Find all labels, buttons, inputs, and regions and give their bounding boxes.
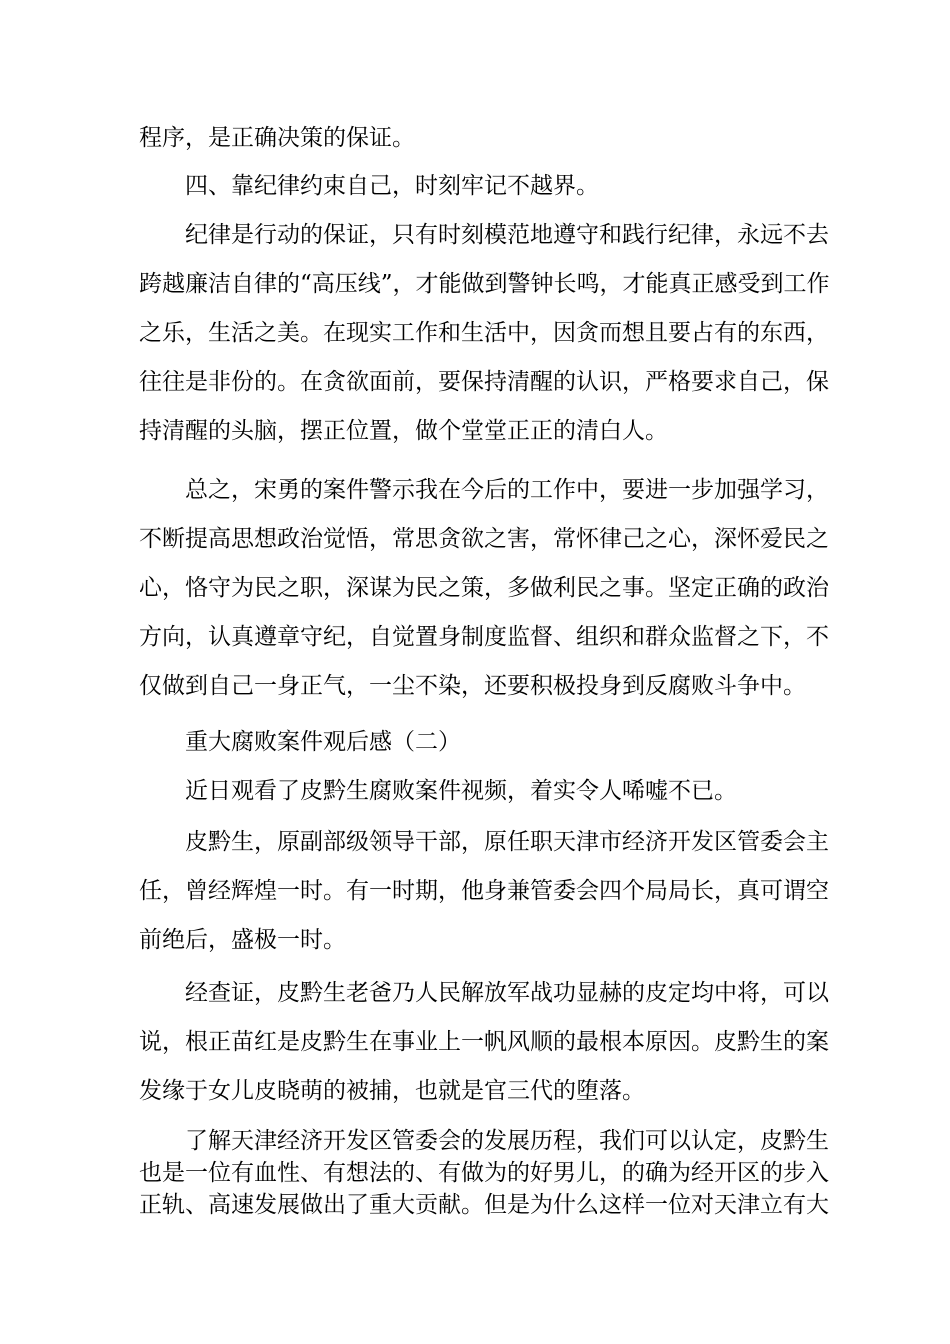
paragraph-line: 纪律是行动的保证，只有时刻模范地遵守和践行纪律，永远不去	[185, 222, 829, 248]
paragraph-line: 总之，宋勇的案件警示我在今后的工作中，要进一步加强学习，	[185, 477, 829, 503]
paragraph-1	[139, 114, 811, 163]
paragraph-line: 正轨、高速发展做出了重大贡献。但是为什么这样一位对天津立有大	[139, 1192, 829, 1218]
paragraph-line: 四、靠纪律约束自己，时刻牢记不越界。	[185, 173, 599, 199]
paragraph-line: 了解天津经济开发区管委会的发展历程，我们可以认定，皮黔生	[185, 1128, 829, 1154]
paragraph-line: 皮黔生，原副部级领导干部，原任职天津市经济开发区管委会主	[185, 829, 829, 855]
paragraph-line: 近日观看了皮黔生腐败案件视频，着实令人唏嘘不已。	[185, 778, 737, 804]
paragraph-intro	[139, 767, 811, 816]
paragraph-line: 仅做到自己一身正气，一尘不染，还要积极投身到反腐败斗争中。	[139, 673, 806, 699]
paragraph-line: 持清醒的头脑，摆正位置，做个堂堂正正的清白人。	[139, 418, 668, 444]
paragraph-line: 任，曾经辉煌一时。有一时期，他身兼管委会四个局局长，真可谓空	[139, 878, 829, 904]
paragraph-line: 跨越廉洁自律的“高压线”，才能做到警钟长鸣，才能真正感受到工作	[139, 271, 830, 297]
paragraph-line: 经查证，皮黔生老爸乃人民解放军战功显赫的皮定均中将，可以	[185, 980, 829, 1006]
paragraph-line: 发缘于女儿皮晓萌的被捕，也就是官三代的堕落。	[139, 1078, 645, 1104]
paragraph-line: 说，根正苗红是皮黔生在事业上一帆风顺的最根本原因。皮黔生的案	[139, 1029, 829, 1055]
paragraph-line: 之乐，生活之美。在现实工作和生活中，因贪而想且要占有的东西，	[139, 320, 829, 346]
paragraph-line: 也是一位有血性、有想法的、有做为的好男儿，的确为经开区的步入	[139, 1160, 829, 1186]
section-heading-4	[139, 162, 811, 211]
paragraph-line: 心，恪守为民之职，深谋为民之策，多做利民之事。坚定正确的政治	[139, 575, 829, 601]
paragraph-line: 前绝后，盛极一时。	[139, 927, 346, 953]
paragraph-line: 不断提高思想政治觉悟，常思贪欲之害，常怀律己之心，深怀爱民之	[139, 526, 829, 552]
section-title-2	[139, 718, 811, 767]
paragraph-line: 程序，是正确决策的保证。	[139, 125, 415, 151]
paragraph-line: 重大腐败案件观后感（二）	[185, 729, 461, 755]
paragraph-line: 方向，认真遵章守纪，自觉置身制度监督、组织和群众监督之下，不	[139, 624, 829, 650]
paragraph-background	[139, 969, 829, 1116]
paragraph-line: 往往是非份的。在贪欲面前，要保持清醒的认识，严格要求自己，保	[139, 369, 829, 395]
paragraph-summary	[139, 466, 829, 711]
paragraph-profile	[139, 818, 829, 965]
paragraph-discipline	[139, 211, 830, 456]
paragraph-history	[139, 1125, 829, 1221]
